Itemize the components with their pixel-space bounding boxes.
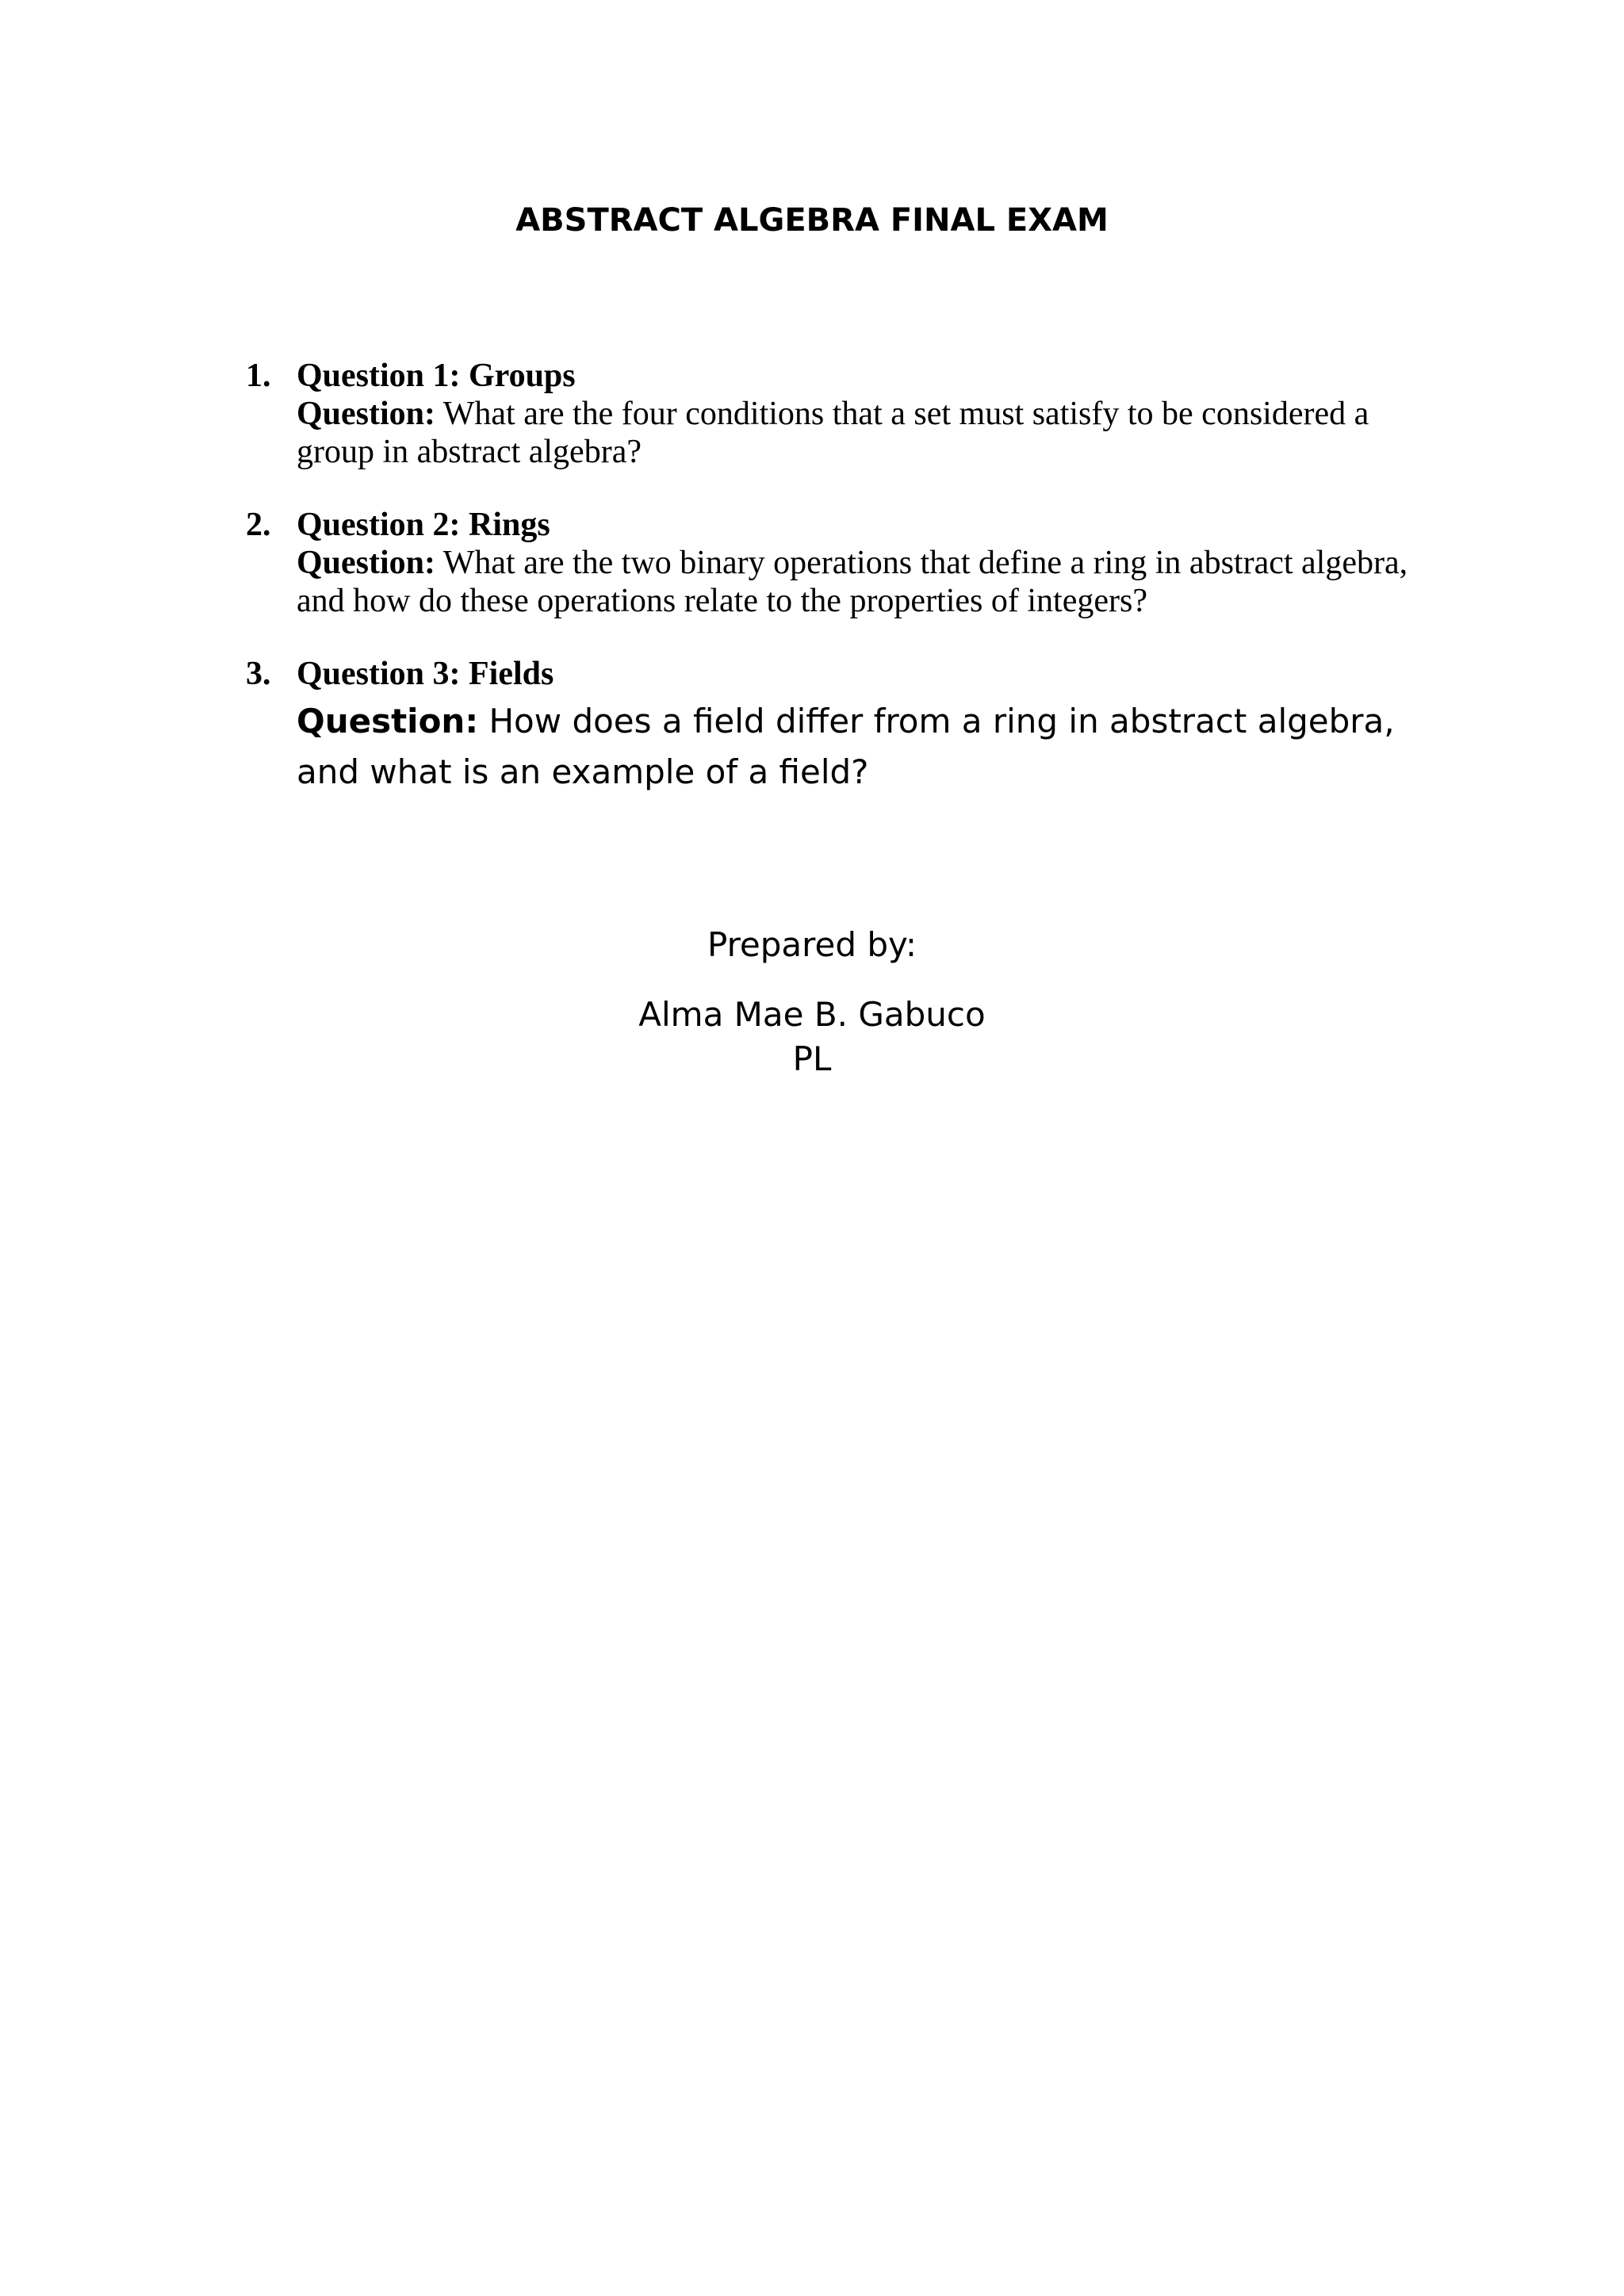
question-text: What are the two binary operations that define a ring in abstract algebra, and how do these operations relate to the properties of integers? [297, 545, 1408, 619]
question-body [297, 395, 1411, 471]
question-heading: Question 2: Rings [297, 507, 550, 543]
question-number: 3. [246, 656, 271, 692]
question-item-rings [246, 506, 1411, 620]
question-item-fields [246, 655, 1411, 798]
question-heading: Question 1: Groups [297, 358, 576, 394]
signature-block [0, 921, 1624, 1081]
preparer-name: Alma Mae B. Gabuco [638, 995, 986, 1034]
question-text: How does a field differ from a ring in abstract algebra, and what is an example of a field? [297, 702, 1395, 791]
question-text: What are the four conditions that a set must satisfy to be considered a group in abstract algebra? [297, 396, 1369, 470]
question-item-groups [246, 357, 1411, 471]
question-heading: Question 3: Fields [297, 656, 554, 692]
prepared-by-label: Prepared by: [707, 925, 917, 964]
question-label: Question: [297, 702, 479, 740]
question-label: Question: [297, 396, 436, 432]
question-body [297, 696, 1411, 798]
exam-title: ABSTRACT ALGEBRA FINAL EXAM [515, 202, 1109, 239]
preparer-role: PL [792, 1039, 832, 1078]
question-body [297, 544, 1411, 620]
question-number: 1. [246, 358, 271, 394]
question-list [246, 357, 1411, 832]
question-label: Question: [297, 545, 436, 581]
question-number: 2. [246, 507, 271, 543]
